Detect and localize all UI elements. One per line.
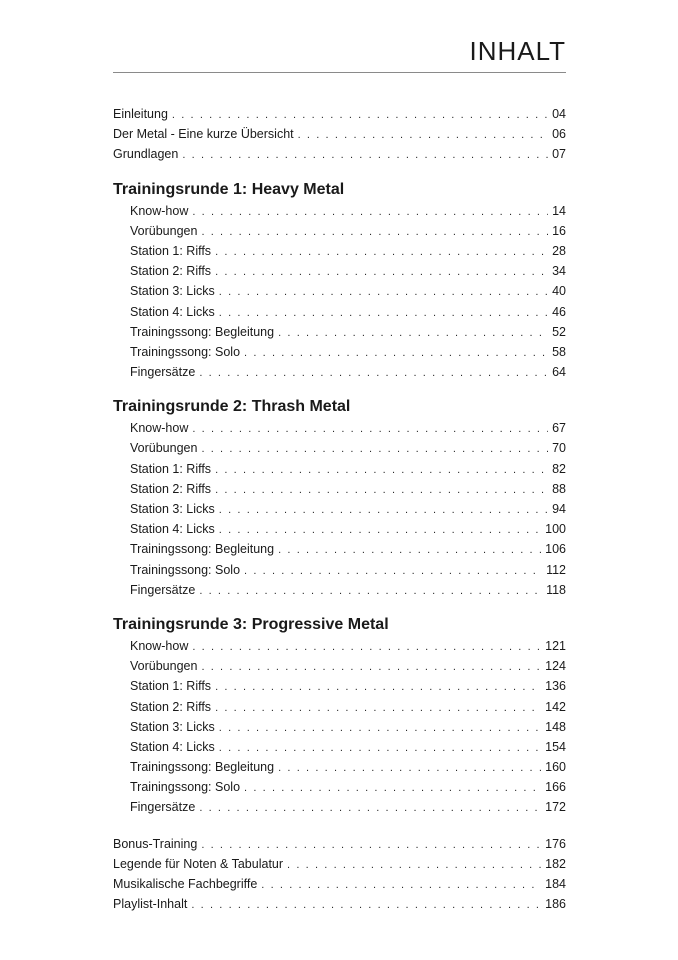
dot-leader (219, 738, 541, 758)
toc-entry-label: Legende für Noten & Tabulatur (113, 856, 284, 871)
toc-entry-label: Vorübungen (130, 441, 198, 456)
dot-leader (215, 698, 541, 718)
toc-entry[interactable] (113, 342, 566, 362)
toc-entry[interactable] (113, 539, 566, 559)
toc-entry[interactable] (113, 656, 566, 676)
toc-entry-page: 166 (545, 780, 566, 795)
dot-leader (278, 323, 548, 343)
toc-entry-page: 58 (552, 344, 566, 359)
dot-leader (215, 262, 548, 282)
dot-leader (199, 798, 541, 818)
dot-leader (287, 855, 541, 875)
dot-leader (191, 895, 541, 915)
dot-leader (192, 637, 541, 657)
toc-entry-label: Station 4: Licks (130, 522, 215, 537)
toc-entry-page: 124 (545, 659, 566, 674)
toc-entry[interactable] (113, 777, 566, 797)
page-title: INHALT (469, 36, 566, 66)
toc-entry-label: Der Metal - Eine kurze Übersicht (113, 127, 294, 142)
dot-leader (215, 480, 548, 500)
toc-entry-page: 100 (545, 522, 566, 537)
toc-entry[interactable] (113, 757, 566, 777)
dot-leader (215, 460, 548, 480)
toc-entry-label: Station 3: Licks (130, 719, 215, 734)
toc-entry[interactable] (113, 697, 566, 717)
toc-entry-label: Station 1: Riffs (130, 679, 212, 694)
toc-entry-label: Know-how (130, 638, 189, 653)
toc-entry-page: 06 (552, 127, 566, 142)
dot-leader (182, 145, 548, 165)
toc-entry-label: Fingersätze (130, 365, 196, 380)
dot-leader (215, 242, 548, 262)
toc-entry[interactable] (113, 281, 566, 301)
toc-entry-page: 172 (545, 800, 566, 815)
section-title[interactable]: Trainingsrunde 1: Heavy Metal (113, 180, 345, 198)
toc-entry-label: Station 1: Riffs (130, 243, 212, 258)
toc-entry[interactable] (113, 676, 566, 696)
toc-entry-label: Station 3: Licks (130, 502, 215, 516)
toc-entry-page: 46 (552, 304, 566, 319)
toc-entry-label: Vorübungen (130, 223, 198, 238)
dot-leader (219, 282, 548, 302)
toc-entry-label: Station 1: Riffs (130, 461, 212, 476)
toc-entry-legende[interactable] (113, 854, 566, 874)
toc-entry-label: Trainingssong: Begleitung (130, 324, 275, 339)
toc-entry-label: Station 4: Licks (130, 304, 215, 319)
toc-entry-metal-uebersicht[interactable] (113, 124, 566, 144)
toc-entry-label: Bonus-Training (113, 836, 198, 851)
dot-leader (244, 778, 541, 798)
toc-entry[interactable] (113, 479, 566, 499)
dot-leader (298, 125, 548, 145)
toc-entry[interactable] (113, 201, 566, 221)
toc-entry-bonus-training[interactable] (113, 834, 566, 854)
toc-entry-page: 64 (552, 365, 566, 380)
dot-leader (219, 500, 548, 520)
toc-entry-label: Trainingssong: Solo (130, 780, 241, 795)
toc-entry-label: Trainingssong: Begleitung (130, 542, 275, 557)
toc-entry-page: 88 (552, 481, 566, 496)
toc-entry-label: Know-how (130, 421, 189, 436)
toc-entry[interactable] (113, 519, 566, 539)
section-thrash-metal (113, 396, 566, 600)
toc-entry[interactable] (113, 797, 566, 817)
dot-leader (201, 657, 541, 677)
toc-entry-playlist[interactable] (113, 894, 566, 914)
toc-entry-label: Station 3: Licks (130, 284, 215, 299)
toc-entry-page: 94 (552, 502, 566, 516)
toc-entry-einleitung[interactable] (113, 104, 566, 124)
toc-entry-label: Station 2: Riffs (130, 264, 212, 279)
toc-entry-page: 70 (552, 441, 566, 456)
toc-entry[interactable] (113, 580, 566, 600)
section-title[interactable]: Trainingsrunde 2: Thrash Metal (113, 398, 351, 416)
dot-leader (199, 581, 542, 601)
toc-entry-page: 106 (545, 542, 566, 557)
toc-entry[interactable] (113, 261, 566, 281)
toc-entry-page: 118 (546, 582, 566, 597)
toc-entry-label: Playlist-Inhalt (113, 897, 188, 912)
toc-entry-page: 40 (552, 284, 566, 299)
toc-entry-page: 04 (552, 107, 566, 121)
dot-leader (192, 202, 548, 222)
dot-leader (199, 363, 548, 383)
toc-entry-page: 186 (545, 897, 566, 912)
toc-entry-page: 34 (552, 264, 566, 279)
toc-entry-label: Fingersätze (130, 582, 196, 597)
dot-leader (261, 875, 541, 895)
toc-entry[interactable] (113, 717, 566, 737)
dot-leader (278, 758, 541, 778)
toc-entry-page: 14 (552, 203, 566, 218)
toc-entry-label: Musikalische Fachbegriffe (113, 877, 258, 891)
toc-entry-page: 136 (545, 679, 566, 694)
toc-entry[interactable] (113, 560, 566, 580)
toc-entry[interactable] (113, 636, 566, 656)
dot-leader (244, 343, 548, 363)
toc-entry[interactable] (113, 241, 566, 261)
title-divider (113, 72, 566, 73)
toc-entry-page: 176 (545, 836, 566, 851)
dot-leader (219, 718, 541, 738)
toc-entry-page: 121 (545, 638, 566, 653)
toc-entry-page: 112 (546, 562, 566, 577)
toc-entry-page: 67 (552, 421, 566, 436)
toc-entry-label: Know-how (130, 203, 189, 218)
toc-entry-label: Trainingssong: Solo (130, 562, 241, 577)
toc-entry-grundlagen[interactable] (113, 144, 566, 164)
toc-entry[interactable] (113, 302, 566, 322)
intro-group (113, 104, 566, 165)
toc-entry-page: 182 (545, 856, 566, 871)
toc-entry[interactable] (113, 499, 566, 519)
toc-entry-label: Trainingssong: Begleitung (130, 760, 275, 775)
toc-entry-label: Vorübungen (130, 659, 198, 674)
toc-entry[interactable] (113, 737, 566, 757)
toc-entry-label: Station 2: Riffs (130, 481, 212, 496)
toc-entry-page: 16 (552, 223, 566, 238)
table-of-contents (113, 104, 566, 914)
toc-entry-page: 52 (552, 324, 566, 339)
section-progressive-metal (113, 614, 566, 818)
toc-entry-page: 142 (545, 699, 566, 714)
dot-leader (201, 439, 548, 459)
toc-entry-label: Station 4: Licks (130, 739, 215, 754)
toc-entry-page: 184 (545, 877, 566, 891)
toc-entry[interactable] (113, 362, 566, 382)
dot-leader (219, 520, 541, 540)
toc-entry-label: Trainingssong: Solo (130, 344, 241, 359)
dot-leader (278, 540, 541, 560)
toc-entry-page: 154 (545, 739, 566, 754)
dot-leader (172, 105, 548, 125)
dot-leader (244, 561, 542, 581)
toc-entry-page: 148 (545, 719, 566, 734)
section-heavy-metal (113, 179, 566, 383)
toc-entry[interactable] (113, 322, 566, 342)
toc-entry-page: 82 (552, 461, 566, 476)
dot-leader (201, 222, 548, 242)
toc-entry[interactable] (113, 418, 566, 438)
toc-entry-label: Einleitung (113, 107, 168, 121)
toc-entry[interactable] (113, 438, 566, 458)
appendix-group (113, 834, 566, 915)
dot-leader (219, 303, 548, 323)
toc-page (113, 0, 566, 960)
section-title[interactable]: Trainingsrunde 3: Progressive Metal (113, 615, 389, 633)
dot-leader (192, 419, 548, 439)
dot-leader (215, 677, 541, 697)
toc-entry-fachbegriffe[interactable] (113, 874, 566, 894)
toc-entry-label: Fingersätze (130, 800, 196, 815)
toc-entry-page: 07 (552, 147, 566, 162)
toc-entry[interactable] (113, 221, 566, 241)
toc-entry-page: 28 (552, 243, 566, 258)
toc-entry-page: 160 (545, 760, 566, 775)
toc-entry[interactable] (113, 459, 566, 479)
toc-entry-label: Grundlagen (113, 147, 179, 162)
toc-entry-label: Station 2: Riffs (130, 699, 212, 714)
dot-leader (201, 835, 541, 855)
